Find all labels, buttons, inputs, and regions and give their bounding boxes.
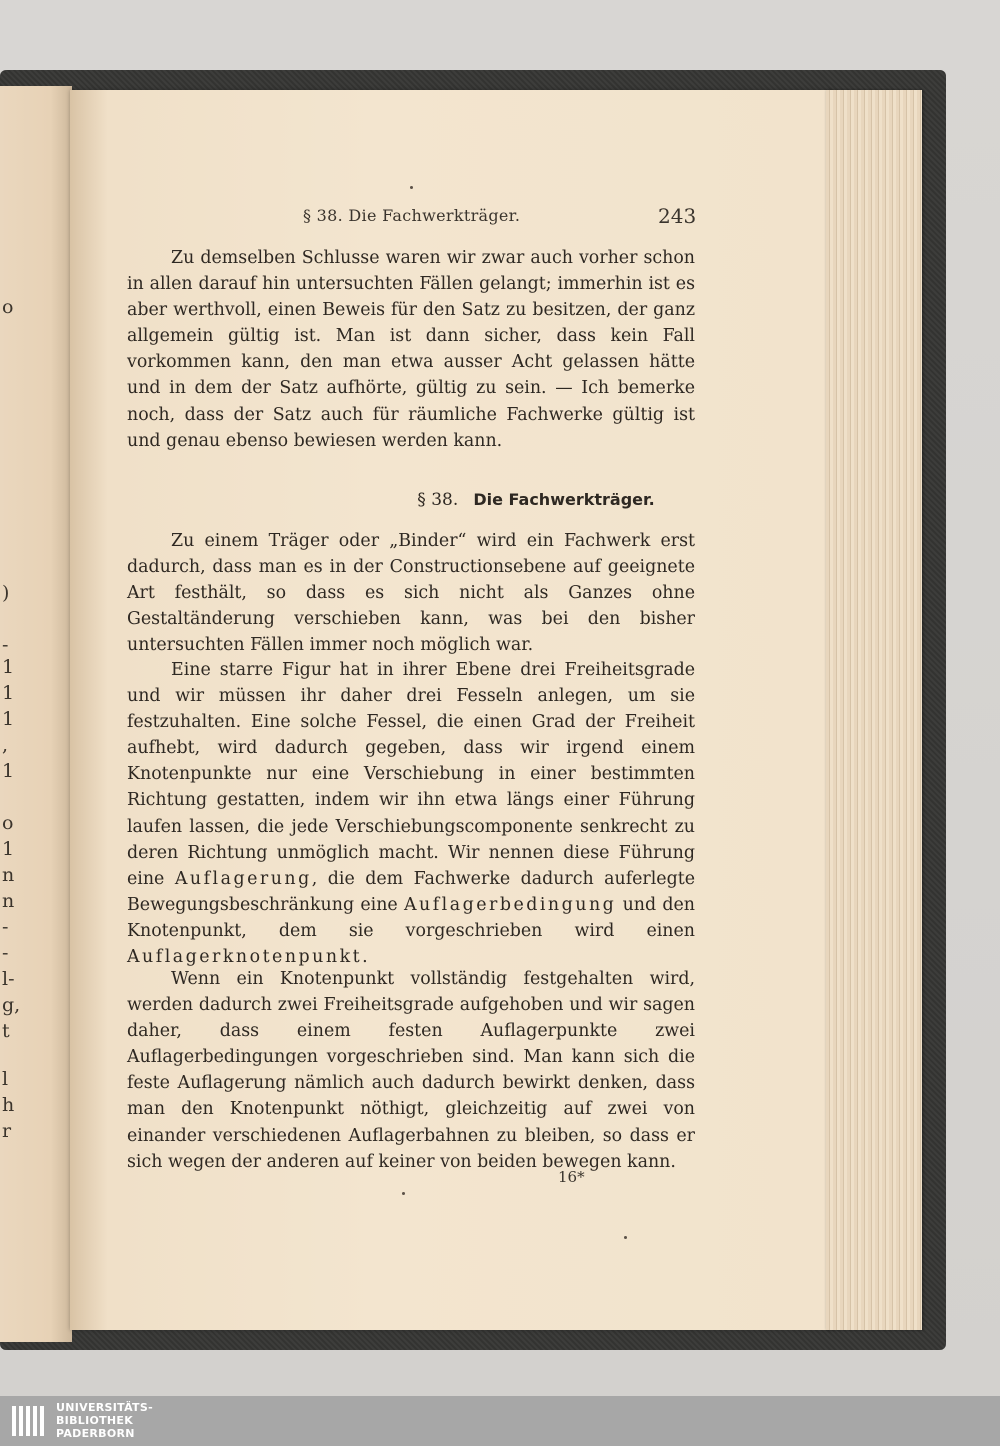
left-page-fragment: o <box>2 812 14 834</box>
library-name-line-1: UNIVERSITÄTS- <box>56 1401 153 1414</box>
paragraph-3-part-1: Eine starre Figur hat in ihrer Ebene drei Freiheitsgrade und wir müssen ihr daher drei Fesseln anlegen, um sie festzuhalten. Eine solche Fessel, die einen Grad der Freiheit aufhebt, wird dadurch gegeben, dass wir irgend einem Knotenpunkte nur eine Verschiebung in einer bestimmten Richtung gestatten, indem wir ihn etwa längs einer Führung laufen lassen, die jede Verschiebungscomponente senkrecht zu deren Richtung unmöglich macht. Wir nennen diese Führung eine <box>127 660 695 889</box>
left-page-fragment: t <box>2 1020 10 1042</box>
page-header <box>0 204 1000 234</box>
left-page-fragment: - <box>2 634 9 656</box>
library-logo-icon <box>10 1402 48 1440</box>
left-page-fragment: l- <box>2 968 15 990</box>
left-page-fragment: g, <box>2 994 21 1016</box>
left-page-fragment: 1 <box>2 708 15 730</box>
left-page-fragment: - <box>2 942 9 964</box>
left-page-fragment: o <box>2 296 14 318</box>
left-page-fragment: h <box>2 1094 15 1116</box>
paragraph-3-part-4: . <box>362 947 368 968</box>
paragraph-4: Wenn ein Knotenpunkt vollständig festgehalten wird, werden dadurch zwei Freiheitsgrade aufgehoben und wir sagen daher, dass einem festen Auflagerpunkte zwei Auflagerbedingungen vorgeschrieben sind. Man kann sich die feste Auflagerung nämlich auch dadurch bewirkt denken, dass man den Knotenpunkt nöthigt, gleichzeitig auf zwei von einander verschiedenen Auflagerbahnen zu bleiben, so dass er sich wegen der anderen auf keiner von beiden bewegen kann. <box>127 969 695 1172</box>
left-page-fragment: r <box>2 1120 12 1142</box>
paragraph-2: Zu einem Träger oder „Binder“ wird ein Fachwerk erst dadurch, dass man es in der Constructionsebene auf geeignete Art festhält, so dass es sich nicht als Ganzes ohne Gestaltänderung verschieben kann, was bei den bisher untersuchten Fällen immer noch möglich war. <box>127 531 695 656</box>
left-page-fragment: 1 <box>2 760 15 782</box>
term-auflagerknotenpunkt: Auflagerknotenpunkt <box>127 947 363 968</box>
term-auflagerbedingung: Auflagerbedingung <box>403 894 617 915</box>
left-page-fragment: , <box>2 734 9 756</box>
paragraph-3-part-3: und den Knotenpunkt, dem sie vorgeschrieben wird einen <box>127 894 695 941</box>
library-name-line-3: PADERBORN <box>56 1427 135 1440</box>
left-page-fragment: n <box>2 890 15 912</box>
page-number: 243 <box>658 204 697 228</box>
speck <box>410 186 413 189</box>
left-page-fragment: - <box>2 916 9 938</box>
term-auflagerung: Auflagerung <box>174 868 312 889</box>
page-edges <box>826 90 922 1330</box>
left-page-sliver <box>0 86 72 1342</box>
section-number: § 38. <box>417 490 459 510</box>
speck <box>624 1236 627 1239</box>
library-name <box>56 1401 153 1440</box>
left-page-fragment: l <box>2 1068 9 1090</box>
paragraph-3-part-2: , die dem Fachwerke dadurch auferlegte Bewegungsbeschränkung eine <box>127 868 696 915</box>
running-head: § 38. Die Fachwerkträger. <box>303 206 521 225</box>
speck <box>402 1192 405 1195</box>
left-page-fragment: ) <box>2 582 10 604</box>
section-heading <box>0 490 1000 510</box>
paragraph-3 <box>127 657 695 970</box>
section-title: Die Fachwerkträger. <box>473 490 655 509</box>
paragraph-1: Zu demselben Schlusse waren wir zwar auch vorher schon in allen darauf hin untersuchten Fällen gelangt; immerhin ist es aber werthvoll, einen Beweis für den Satz zu besitzen, der ganz allgemein gültig ist. Man ist dann sicher, dass kein Fall vorkommen kann, den man etwa ausser Acht gelassen hätte und in dem der Satz aufhörte, gültig zu sein. — Ich bemerke noch, dass der Satz auch für räumliche Fachwerke gültig ist und genau ebenso bewiesen werden kann. <box>127 248 695 451</box>
left-page-fragment: 1 <box>2 656 15 678</box>
library-name-line-2: BIBLIOTHEK <box>56 1414 134 1427</box>
left-page-fragment: n <box>2 864 15 886</box>
signature-mark: 16* <box>558 1168 585 1186</box>
left-page-fragment: 1 <box>2 838 15 860</box>
library-footer-bar <box>0 1396 1000 1446</box>
left-page-fragment: 1 <box>2 682 15 704</box>
